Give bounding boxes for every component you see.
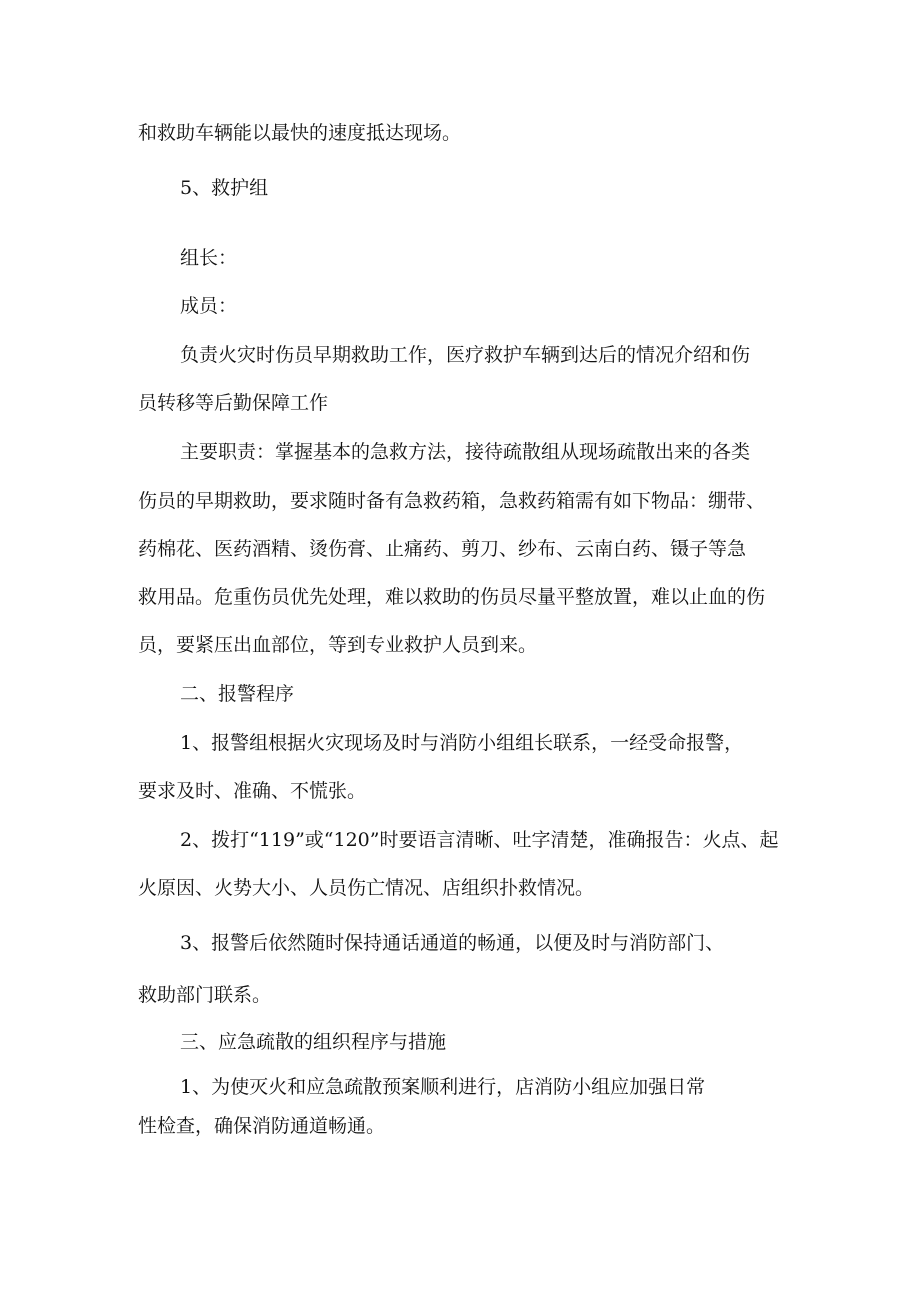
section-heading: 二、报警程序 [180,683,295,705]
section-heading: 三、应急疏散的组织程序与措施 [180,1031,447,1053]
members-label: 成员： [180,295,238,317]
paragraph-line: 员转移等后勤保障工作 [138,392,329,414]
paragraph-line: 伤员的早期救助，要求随时备有急救药箱，急救药箱需有如下物品：绷带、 [138,490,766,512]
section-heading: 5、救护组 [180,177,269,199]
paragraph-line: 员，要紧压出血部位，等到专业救护人员到来。 [138,634,538,656]
paragraph-line: 负责火灾时伤员早期救助工作，医疗救护车辆到达后的情况介绍和伤 [180,344,751,366]
paragraph-line: 性检查，确保消防通道畅通。 [138,1115,386,1137]
paragraph-line: 药棉花、医药酒精、烫伤膏、止痛药、剪刀、纱布、云南白药、镊子等急 [138,538,747,560]
paragraph-line: 救用品。危重伤员优先处理，难以救助的伤员尽量平整放置，难以止血的伤 [138,586,766,608]
paragraph-line: 要求及时、准确、不慌张。 [138,780,367,802]
paragraph-line: 救助部门联系。 [138,984,272,1006]
paragraph-line: 火原因、火势大小、人员伤亡情况、店组织扑救情况。 [138,877,595,899]
leader-label: 组长： [180,247,238,269]
paragraph-line: 3、报警后依然随时保持通话通道的畅通，以便及时与消防部门、 [180,932,725,954]
paragraph-line: 1、为使灭火和应急疏散预案顺利进行，店消防小组应加强日常 [180,1076,706,1098]
paragraph-line: 1、报警组根据火灾现场及时与消防小组组长联系，一经受命报警， [180,732,744,754]
paragraph-line: 和救助车辆能以最快的速度抵达现场。 [138,122,462,144]
paragraph-line: 主要职责：掌握基本的急救方法，接待疏散组从现场疏散出来的各类 [180,441,751,463]
paragraph-line: 2、拨打“119”或“120”时要语言清晰、吐字清楚，准确报告：火点、起 [180,829,779,851]
